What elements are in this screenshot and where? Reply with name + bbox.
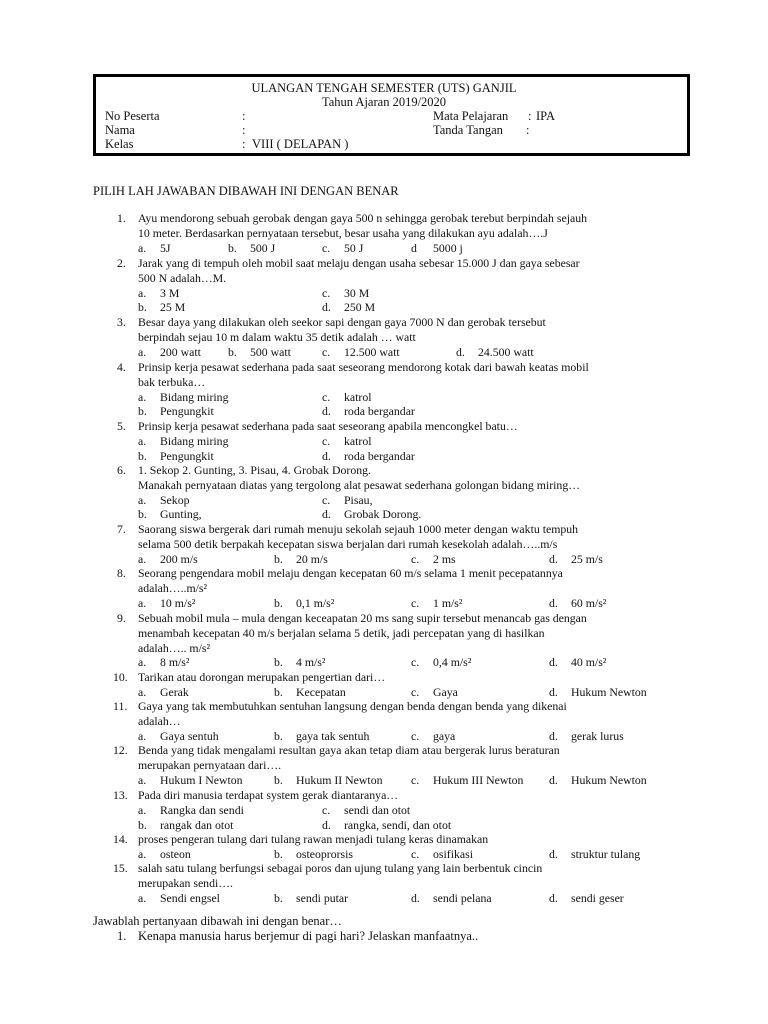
option-letter[interactable]: a. (138, 772, 147, 787)
option-letter[interactable]: a. (138, 492, 147, 507)
option-text[interactable]: sendi dan otot (344, 802, 411, 817)
option-letter[interactable]: a. (138, 240, 147, 255)
option-letter[interactable]: d. (549, 728, 558, 743)
option-text[interactable]: katrol (344, 433, 372, 448)
question-text: proses pengeran tulang dari tulang rawan menjadi tulang keras dinamakan (138, 832, 489, 846)
option-letter[interactable]: c. (411, 551, 420, 566)
question-text: adalah…..m/s² (138, 580, 208, 595)
option-letter[interactable]: d. (549, 655, 558, 670)
option-text[interactable]: gaya (433, 728, 456, 743)
option-letter[interactable]: b. (138, 817, 147, 832)
option-text[interactable]: 8 m/s² (160, 655, 190, 670)
question-text: adalah….. m/s² (138, 640, 211, 655)
option-text[interactable]: 500 J (250, 240, 276, 255)
option-letter[interactable]: c. (411, 728, 420, 743)
option-text[interactable]: 0,4 m/s² (433, 655, 472, 670)
field-sep: : (528, 109, 532, 123)
essay-text: Kenapa manusia harus berjemur di pagi hari? Jelaskan manfaatnya.. (138, 929, 479, 943)
option-text[interactable]: sendi geser (571, 890, 624, 905)
option-text[interactable]: osteoprorsis (296, 846, 354, 861)
option-letter[interactable]: c. (322, 285, 331, 300)
question-text: 1. Sekop 2. Gunting, 3. Pisau, 4. Grobak Dorong. (138, 463, 371, 477)
question-text: menambah kecepatan 40 m/s berjalan selama 5 detik, jadi percepatan yang di hasilkan (138, 625, 545, 640)
option-text[interactable]: Gunting, (160, 507, 202, 522)
question-text: Gaya yang tak membutuhkan sentuhan langsung dengan benda dengan benda yang dikenai (138, 699, 567, 713)
question-text: Tarikan atau dorongan merupakan pengertian dari… (138, 670, 386, 684)
section1-title: PILIH LAH JAWABAN DIBAWAH INI DENGAN BENAR (93, 184, 399, 198)
option-letter[interactable]: a. (138, 595, 147, 610)
question-text: Ayu mendorong sebuah gerobak dengan gaya 500 n sehingga gerobak terebut berpindah sejauh (138, 211, 588, 225)
question-text: Manakah pernyataan diatas yang tergolong alat pesawat sederhana golongan bidang miring… (138, 477, 581, 492)
option-text[interactable]: 20 m/s (296, 551, 328, 566)
option-text[interactable]: 200 m/s (160, 551, 198, 566)
option-letter[interactable]: c. (411, 846, 420, 861)
question-text: berpindah sejau 10 m dalam waktu 35 detik adalah … watt (138, 329, 416, 344)
option-text[interactable]: gerak lurus (571, 728, 624, 743)
option-letter[interactable]: d. (322, 507, 331, 522)
question-text: Pada diri manusia terdapat system gerak diantaranya… (138, 788, 399, 802)
option-text[interactable]: Gaya sentuh (160, 728, 219, 743)
exam-title: ULANGAN TENGAH SEMESTER (UTS) GANJIL (251, 81, 517, 95)
option-letter[interactable]: a. (138, 285, 147, 300)
essay-number: 1. (117, 929, 127, 943)
option-text[interactable]: roda bergandar (344, 404, 415, 419)
option-text[interactable]: Gaya (433, 684, 458, 699)
option-text[interactable]: Hukum I Newton (160, 772, 243, 787)
option-text[interactable]: 25 m/s (571, 551, 603, 566)
option-text[interactable]: 25 M (160, 300, 186, 315)
field-sep: : (242, 109, 246, 123)
option-text[interactable]: 12.500 watt (344, 344, 400, 359)
option-letter[interactable]: a. (138, 802, 147, 817)
field-sep: : (242, 123, 246, 137)
option-text[interactable]: Pengungkit (160, 448, 214, 463)
field-label-kelas: Kelas (105, 137, 134, 151)
option-letter[interactable]: a. (138, 433, 147, 448)
question-text: Sebuah mobil mula – mula dengan keceapatan 20 ms sang supir tersebut menancab gas dengan (138, 611, 587, 625)
option-letter[interactable]: c. (322, 240, 331, 255)
option-text[interactable]: Sekop (160, 492, 190, 507)
question-text: Prinsip kerja pesawat sederhana pada saat seseorang apabila mencongkel batu… (138, 419, 518, 433)
option-letter[interactable]: d. (411, 890, 420, 905)
option-text[interactable]: sendi putar (296, 890, 349, 905)
question-text: merupakan pernyataan dari…. (138, 757, 282, 772)
field-label-nama: Nama (105, 123, 135, 137)
option-text[interactable]: 3 M (160, 285, 180, 300)
option-text[interactable]: 1 m/s² (433, 595, 463, 610)
question-text: Besar daya yang dilakukan oleh seekor sapi dengan gaya 7000 N dan gerobak tersebut (138, 315, 546, 329)
option-text[interactable]: Bidang miring (160, 389, 229, 404)
question-text: 10 meter. Berdasarkan pernyataan tersebut, besar usaha yang dilakukan ayu adalah….J (138, 225, 548, 240)
option-letter[interactable]: b. (138, 404, 147, 419)
option-text[interactable]: osifikasi (433, 846, 473, 861)
option-text[interactable]: 24.500 watt (478, 344, 534, 359)
field-label-tanda-tangan: Tanda Tangan (433, 123, 503, 137)
option-text[interactable]: Grobak Dorong. (344, 507, 422, 522)
option-letter[interactable]: d. (456, 344, 465, 359)
option-text[interactable]: Bidang miring (160, 433, 229, 448)
option-text[interactable]: 500 watt (250, 344, 291, 359)
question-number: 5. (117, 419, 126, 433)
question-number: 13. (113, 788, 128, 802)
option-text[interactable]: gaya tak sentuh (296, 728, 370, 743)
question-number: 9. (117, 611, 126, 625)
option-letter[interactable]: c. (322, 433, 331, 448)
option-letter[interactable]: c. (411, 684, 420, 699)
option-letter[interactable]: d. (549, 684, 558, 699)
question-text: selama 500 detik berpakah kecepatan siswa berjalan dari rumah kesekolah adalah…..m/s (138, 536, 558, 551)
question-text: Saorang siswa bergerak dari rumah menuju sekolah sejauh 1000 meter dengan waktu tempuh (138, 522, 579, 536)
option-letter[interactable]: a. (138, 890, 147, 905)
option-letter[interactable]: d. (322, 817, 331, 832)
option-text[interactable]: roda bergandar (344, 448, 415, 463)
option-text[interactable]: 10 m/s² (160, 595, 196, 610)
option-text[interactable]: 0,1 m/s² (296, 595, 335, 610)
option-letter[interactable]: b. (274, 772, 283, 787)
question-number: 11. (113, 699, 128, 713)
question-number: 7. (117, 522, 126, 536)
question-text: salah satu tulang berfungsi sebagai poros dan ujung tulang yang lain berbentuk cincin (138, 861, 543, 875)
question-text: Jarak yang di tempuh oleh mobil saat melaju dengan usaha sebesar 15.000 J dan gaya sebesar (138, 256, 580, 270)
option-letter[interactable]: d. (549, 772, 558, 787)
question-number: 15. (113, 861, 128, 875)
field-sep: : (242, 137, 246, 151)
section2-title: Jawablah pertanyaan dibawah ini dengan benar… (93, 914, 342, 928)
question-number: 8. (117, 566, 126, 580)
option-text[interactable]: osteon (160, 846, 191, 861)
option-text[interactable]: 60 m/s² (571, 595, 607, 610)
question-text: Prinsip kerja pesawat sederhana pada saat seseorang mendorong kotak dari bawah keatas mobil (138, 360, 589, 374)
option-letter[interactable]: a. (138, 728, 147, 743)
question-number: 3. (117, 315, 126, 329)
option-text[interactable]: Hukum Newton (571, 684, 647, 699)
option-text[interactable]: Gerak (160, 684, 189, 699)
option-letter[interactable]: b. (274, 551, 283, 566)
school-year: Tahun Ajaran 2019/2020 (321, 95, 447, 109)
option-letter[interactable]: d. (549, 595, 558, 610)
option-text[interactable]: struktur tulang (571, 846, 641, 861)
option-letter[interactable]: c. (411, 772, 420, 787)
field-label-no-peserta: No Peserta (105, 109, 160, 123)
option-text[interactable]: 30 M (344, 285, 370, 300)
question-text: merupakan sendi…. (138, 875, 234, 890)
option-text[interactable]: sendi pelana (433, 890, 492, 905)
option-letter[interactable]: b. (274, 890, 283, 905)
option-letter[interactable]: c. (411, 595, 420, 610)
option-text[interactable]: 5J (160, 240, 171, 255)
option-letter[interactable]: b. (274, 684, 283, 699)
option-text[interactable]: Hukum III Newton (433, 772, 524, 787)
option-letter[interactable]: a. (138, 389, 147, 404)
option-letter[interactable]: b. (274, 595, 283, 610)
field-label-mata-pelajaran: Mata Pelajaran (433, 109, 509, 123)
option-text[interactable]: 250 M (344, 300, 376, 315)
question-number: 14. (113, 832, 128, 846)
option-text[interactable]: Hukum Newton (571, 772, 647, 787)
field-value-mata-pelajaran: IPA (536, 109, 555, 123)
option-letter[interactable]: b. (138, 448, 147, 463)
question-number: 10. (113, 670, 128, 684)
question-number: 12. (113, 743, 128, 757)
option-letter[interactable]: b. (138, 300, 147, 315)
option-letter[interactable]: a. (138, 655, 147, 670)
question-text: Seorang pengendara mobil melaju dengan kecepatan 60 m/s selama 1 menit pecepatannya (138, 566, 563, 580)
question-number: 6. (117, 463, 126, 477)
question-text: bak terbuka… (138, 374, 206, 389)
field-sep: : (526, 123, 530, 137)
option-text[interactable]: Sendi engsel (160, 890, 220, 905)
option-text[interactable]: katrol (344, 389, 372, 404)
option-text[interactable]: Kecepatan (296, 684, 346, 699)
option-letter[interactable]: d. (322, 448, 331, 463)
option-letter[interactable]: c. (322, 492, 331, 507)
option-text[interactable]: 40 m/s² (571, 655, 607, 670)
option-letter[interactable]: c. (322, 389, 331, 404)
question-number: 2. (117, 256, 126, 270)
option-letter[interactable]: a. (138, 344, 147, 359)
option-text[interactable]: Hukum II Newton (296, 772, 383, 787)
option-letter[interactable]: d. (322, 300, 331, 315)
question-number: 4. (117, 360, 126, 374)
option-letter[interactable]: a. (138, 551, 147, 566)
option-text[interactable]: 4 m/s² (296, 655, 326, 670)
option-letter[interactable]: a. (138, 846, 147, 861)
option-text[interactable]: 2 ms (433, 551, 456, 566)
option-text[interactable]: rangak dan otot (160, 817, 234, 832)
option-letter[interactable]: d. (322, 404, 331, 419)
option-letter[interactable]: c. (411, 655, 420, 670)
option-text[interactable]: 200 watt (160, 344, 201, 359)
option-letter[interactable]: b. (274, 846, 283, 861)
option-letter[interactable]: b. (228, 240, 237, 255)
option-letter[interactable]: b. (228, 344, 237, 359)
option-text[interactable]: Pisau, (344, 492, 373, 507)
option-text[interactable]: 5000 j (433, 240, 463, 255)
option-letter[interactable]: c. (322, 802, 331, 817)
field-value-kelas: VIII ( DELAPAN ) (252, 137, 349, 151)
question-text: Benda yang tidak mengalami resultan gaya akan tetap diam atau bergerak lurus beraturan (138, 743, 560, 757)
question-text: adalah… (138, 713, 181, 728)
option-letter[interactable]: b. (274, 655, 283, 670)
option-letter[interactable]: d. (549, 890, 558, 905)
option-letter[interactable]: c. (322, 344, 331, 359)
option-letter[interactable]: d. (549, 551, 558, 566)
option-letter[interactable]: d (411, 240, 417, 255)
option-text[interactable]: Pengungkit (160, 404, 214, 419)
option-letter[interactable]: b. (274, 728, 283, 743)
option-letter[interactable]: d. (549, 846, 558, 861)
option-text[interactable]: rangka, sendi, dan otot (344, 817, 452, 832)
option-text[interactable]: Rangka dan sendi (160, 802, 244, 817)
option-letter[interactable]: b. (138, 507, 147, 522)
question-text: 500 N adalah…M. (138, 270, 227, 285)
option-letter[interactable]: a. (138, 684, 147, 699)
option-text[interactable]: 50 J (344, 240, 364, 255)
question-number: 1. (117, 211, 126, 225)
